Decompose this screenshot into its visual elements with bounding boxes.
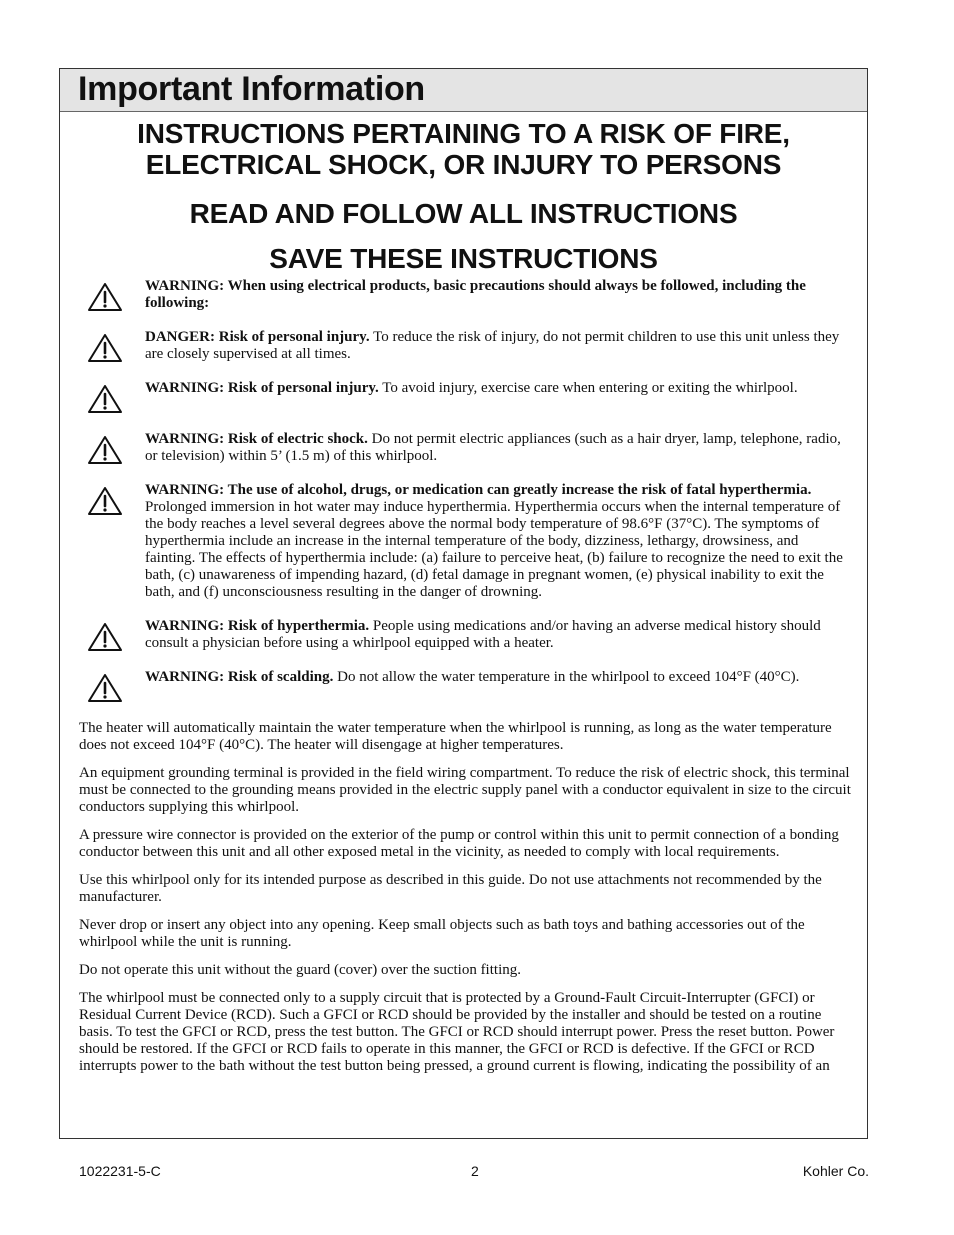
warning-label: WARNING: Risk of electric shock. [145, 431, 368, 447]
warning-body: Do not allow the water temperature in the whirlpool to exceed 104°F (40°C). [333, 669, 800, 685]
warning-triangle-icon [87, 282, 125, 312]
warning-label: WARNING: Risk of scalding. [145, 669, 334, 685]
warning-triangle-icon [87, 622, 125, 652]
warning-triangle-icon [87, 486, 125, 516]
page-number: 2 [471, 1163, 479, 1179]
body-paragraph: The heater will automatically maintain the water temperature when the whirlpool is running, as long as the water temperature does not exceed 104°F (40°C). The heater will disengage at higher temperatures. [79, 720, 832, 753]
warning-text [145, 380, 798, 397]
warning-triangle-icon [87, 384, 125, 414]
body-paragraph: A pressure wire connector is provided on the exterior of the pump or control within this unit to permit connection of a bonding conductor between this unit and all other exposed metal in the vicinity, as needed to comply with local requirements. [79, 827, 839, 860]
warning-item [87, 380, 849, 414]
doc-number: 1022231-5-C [79, 1163, 161, 1179]
page-title: Important Information [78, 70, 425, 108]
title-bar [60, 69, 867, 112]
body-paragraph: Never drop or insert any object into any opening. Keep small objects such as bath toys and bathing accessories out of the whirlpool while the unit is running. [79, 917, 805, 950]
warning-label: DANGER: Risk of personal injury. [145, 329, 370, 345]
body-paragraph: Use this whirlpool only for its intended purpose as described in this guide. Do not use attachments not recommended by the manufacturer. [79, 872, 822, 905]
warning-triangle-icon [87, 435, 125, 465]
warning-item [87, 329, 849, 363]
warning-label: WARNING: Risk of hyperthermia. [145, 618, 370, 634]
company-name: Kohler Co. [802, 1163, 869, 1179]
warning-body: To avoid injury, exercise care when entering or exiting the whirlpool. [378, 380, 798, 396]
paragraph-list [60, 720, 867, 1075]
warning-item [87, 278, 849, 312]
heading-risk-line1: INSTRUCTIONS PERTAINING TO A RISK OF FIRE, [137, 118, 790, 149]
warning-text [145, 618, 849, 652]
warning-item [87, 431, 849, 465]
warning-body: To reduce the risk of injury, do not permit children to use this unit unless they are closely supervised at all times. [145, 329, 840, 362]
warning-body: People using medications and/or having an adverse medical history should consult a physician before using a whirlpool equipped with a heater. [145, 618, 821, 651]
warning-item [87, 669, 849, 703]
heading-read-follow: READ AND FOLLOW ALL INSTRUCTIONS [189, 198, 738, 229]
warning-body: Do not permit electric appliances (such as a hair dryer, lamp, telephone, radio, or television) within 5’ (1.5 m) of this whirlpool. [145, 431, 841, 464]
body-paragraph: The whirlpool must be connected only to a supply circuit that is protected by a Ground-Fault Circuit-Interrupter (GFCI) or Residual Current Device (RCD). Such a GFCI or RCD should be provided by the installer and should be tested on a routine basis. To test the GFCI or RCD, press the test button. The GFCI or RCD should interrupt power. Press the reset button. Power should be restored. If the GFCI or RCD fails to operate in this manner, the GFCI or RCD is defective. If the GFCI or RCD interrupts power to the bath without the test button being pressed, a ground current is flowing, indicating the possibility of an [79, 990, 835, 1074]
warning-text [145, 278, 849, 312]
warning-label: WARNING: Risk of personal injury. [145, 380, 379, 396]
heading-save: SAVE THESE INSTRUCTIONS [269, 243, 658, 274]
body-paragraph: An equipment grounding terminal is provided in the field wiring compartment. To reduce the risk of electric shock, this terminal must be connected to the grounding means provided in the electric supply panel with a conductor equivalent in size to the circuit conductors supplying this whirlpool. [79, 765, 851, 815]
warning-text [145, 669, 799, 686]
warning-text [145, 431, 849, 465]
warning-text [145, 482, 849, 601]
warning-label: WARNING: The use of alcohol, drugs, or medication can greatly increase the risk of fatal hyperthermia. [145, 482, 812, 498]
warning-list [60, 278, 867, 703]
warning-item [87, 482, 849, 601]
warning-label: WARNING: When using electrical products, basic precautions should always be followed, including the following: [145, 278, 806, 311]
warning-triangle-icon [87, 673, 125, 703]
heading-risk-line2: ELECTRICAL SHOCK, OR INJURY TO PERSONS [145, 149, 782, 180]
body-paragraph: Do not operate this unit without the guard (cover) over the suction fitting. [79, 962, 521, 978]
information-box [59, 68, 868, 1139]
page-footer [79, 1163, 869, 1181]
warning-item [87, 618, 849, 652]
warning-body: Prolonged immersion in hot water may induce hyperthermia. Hyperthermia occurs when the internal temperature of the body reaches a level several degrees above the normal body temperature of 98.6°F (37°C). The symptoms of hyperthermia include an increase in the internal temperature of the body, dizziness, lethargy, drowsiness, and fainting. The effects of hyperthermia include: (a) failure to perceive heat, (b) failure to recognize the need to exit the bath, (c) unawareness of impending hazard, (d) fetal damage in pregnant women, (e) physical inability to exit the bath, and (f) unconsciousness resulting in the danger of drowning. [145, 499, 843, 600]
warning-triangle-icon [87, 333, 125, 363]
warning-text [145, 329, 849, 363]
